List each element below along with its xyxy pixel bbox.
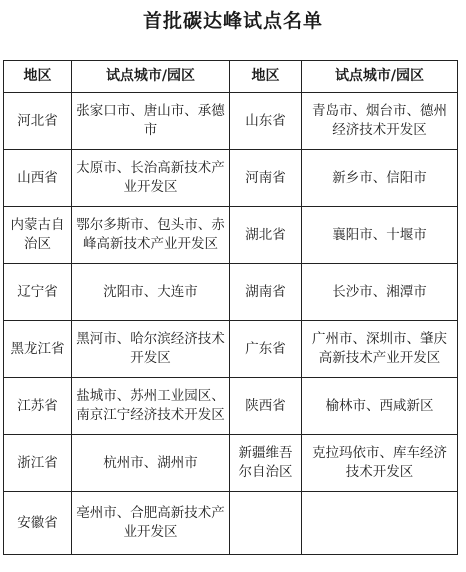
- table-row: [4, 321, 458, 378]
- region-cell: 新疆维吾尔自治区: [230, 435, 302, 492]
- document-title: 首批碳达峰试点名单: [142, 10, 323, 32]
- cities-cell: 杭州市、湖州市: [72, 435, 230, 492]
- cities-cell: [302, 492, 458, 555]
- cities-cell: 榆林市、西咸新区: [302, 378, 458, 435]
- cities-cell: 克拉玛依市、库车经济技术开发区: [302, 435, 458, 492]
- region-cell: 山东省: [230, 93, 302, 150]
- region-cell: 湖南省: [230, 264, 302, 321]
- region-cell: [230, 492, 302, 555]
- cities-cell: 襄阳市、十堰市: [302, 207, 458, 264]
- region-cell: 辽宁省: [4, 264, 72, 321]
- region-cell: 河北省: [4, 93, 72, 150]
- cities-cell: 新乡市、信阳市: [302, 150, 458, 207]
- region-cell: 湖北省: [230, 207, 302, 264]
- pilot-list-table: [3, 60, 458, 555]
- cities-cell: 亳州市、合肥高新技术产业开发区: [72, 492, 230, 555]
- table-row: [4, 150, 458, 207]
- header-region-1: 地区: [4, 61, 72, 93]
- region-cell: 广东省: [230, 321, 302, 378]
- region-cell: 浙江省: [4, 435, 72, 492]
- cities-cell: 盐城市、苏州工业园区、南京江宁经济技术开发区: [72, 378, 230, 435]
- region-cell: 江苏省: [4, 378, 72, 435]
- cities-cell: 鄂尔多斯市、包头市、赤峰高新技术产业开发区: [72, 207, 230, 264]
- table-row: [4, 264, 458, 321]
- cities-cell: 黑河市、哈尔滨经济技术开发区: [72, 321, 230, 378]
- region-cell: 河南省: [230, 150, 302, 207]
- table-row: [4, 207, 458, 264]
- cities-cell: 广州市、深圳市、肇庆高新技术产业开发区: [302, 321, 458, 378]
- cities-cell: 长沙市、湘潭市: [302, 264, 458, 321]
- table-row: [4, 93, 458, 150]
- cities-cell: 太原市、长治高新技术产业开发区: [72, 150, 230, 207]
- cities-cell: 张家口市、唐山市、承德市: [72, 93, 230, 150]
- cities-cell: 青岛市、烟台市、德州经济技术开发区: [302, 93, 458, 150]
- table-header-row: [4, 61, 458, 93]
- header-cities-2: 试点城市/园区: [302, 61, 458, 93]
- header-region-2: 地区: [230, 61, 302, 93]
- cities-cell: 沈阳市、大连市: [72, 264, 230, 321]
- region-cell: 山西省: [4, 150, 72, 207]
- table-row: [4, 492, 458, 555]
- region-cell: 陕西省: [230, 378, 302, 435]
- region-cell: 内蒙古自治区: [4, 207, 72, 264]
- region-cell: 黑龙江省: [4, 321, 72, 378]
- table-row: [4, 435, 458, 492]
- header-cities-1: 试点城市/园区: [72, 61, 230, 93]
- region-cell: 安徽省: [4, 492, 72, 555]
- table-row: [4, 378, 458, 435]
